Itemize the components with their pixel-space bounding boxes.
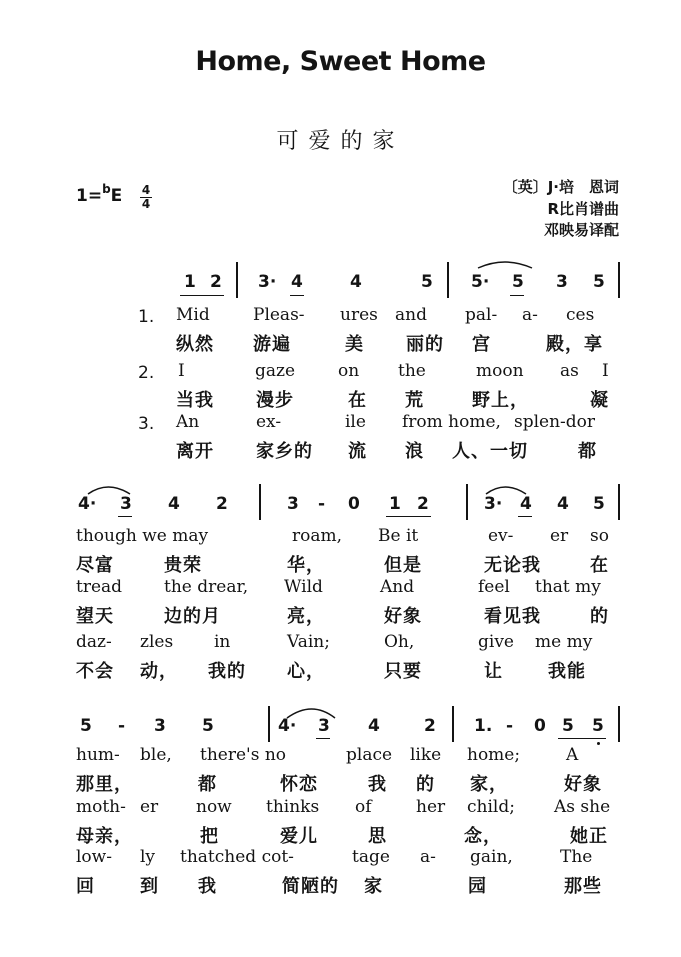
note: 4 (350, 272, 362, 292)
time-top: 4 (141, 183, 151, 197)
note: - (318, 494, 326, 514)
lyric-en: like (410, 745, 442, 765)
underline-beam (558, 738, 606, 739)
note: 4 (557, 494, 569, 514)
lyric-en: now (196, 797, 232, 817)
note: 5 (421, 272, 433, 292)
note: 5 (592, 716, 604, 736)
note: 1 (184, 272, 196, 292)
lyric-en: I (602, 361, 609, 381)
lyric-zh: 心， (287, 661, 325, 682)
lyric-zh: 浪 (405, 441, 424, 462)
underline-beam (386, 516, 431, 517)
lyric-zh: 丽的 (406, 334, 444, 355)
lyric-zh: 到 (140, 876, 159, 897)
lyric-en: ces (566, 305, 595, 325)
lyric-en: I (178, 361, 185, 381)
lyric-zh: 都 (198, 774, 217, 795)
lyric-en: Be it (378, 526, 419, 546)
lyric-en: me my (535, 632, 593, 652)
lyric-en: place (346, 745, 393, 765)
note: 4· (78, 494, 97, 514)
lyric-en: A (566, 745, 579, 765)
lyric-zh: 不会 (76, 661, 114, 682)
lyric-en: splen-dor (514, 412, 596, 432)
barline (618, 484, 620, 520)
slur-line2-a (88, 487, 130, 494)
lyric-en: zles (140, 632, 174, 652)
lyric-en: moth- (76, 797, 126, 817)
lyric-zh: 看见我 (484, 606, 541, 627)
lyric-zh: 简陋的 (282, 876, 339, 897)
slur-line2-b (486, 487, 526, 494)
lyric-zh: 母亲， (76, 826, 133, 847)
lyric-en: hum- (76, 745, 120, 765)
verse-number: 3. (138, 414, 155, 434)
verse-number: 2. (138, 363, 155, 383)
lyric-en: from home, (402, 412, 501, 432)
underline-beam (290, 295, 304, 296)
lyric-zh: 野上， (472, 390, 529, 411)
note: - (118, 716, 126, 736)
lyric-en: a- (522, 305, 538, 325)
lyric-en: give (478, 632, 514, 652)
underline-beam (510, 295, 524, 296)
lyric-zh: 美 (345, 334, 364, 355)
lyric-zh: 的 (416, 774, 435, 795)
note: 2 (210, 272, 222, 292)
note: 5· (471, 272, 490, 292)
time-bottom: 4 (141, 197, 151, 211)
lyric-en: though we may (76, 526, 209, 546)
lyric-en: low- (76, 847, 112, 867)
note: 3 (556, 272, 568, 292)
lyric-en: thinks (266, 797, 320, 817)
lyric-zh: 的 (590, 606, 609, 627)
lyric-zh: 边的月 (164, 606, 221, 627)
barline (466, 484, 468, 520)
lyric-zh: 在 (590, 555, 609, 576)
lyric-en: thatched cot- (180, 847, 294, 867)
lyric-zh: 华， (287, 555, 325, 576)
lyric-en: that my (535, 577, 601, 597)
lyric-en: As she (554, 797, 611, 817)
note: 1 (389, 494, 401, 514)
lyric-en: the drear, (164, 577, 249, 597)
song-title: Home, Sweet Home (195, 46, 486, 77)
underline-beam (518, 516, 532, 517)
lyric-en: gain, (470, 847, 513, 867)
note: 4 (520, 494, 532, 514)
lyric-en: on (338, 361, 360, 381)
lyric-en: pal- (465, 305, 498, 325)
lyric-en: Oh, (384, 632, 415, 652)
lyric-zh: 贵荣 (164, 555, 202, 576)
lyric-zh: 那些 (564, 876, 602, 897)
lyric-en: er (140, 797, 159, 817)
lyric-en: home; (467, 745, 521, 765)
note: 3 (120, 494, 132, 514)
lyric-en: Vain; (287, 632, 330, 652)
lyric-en: moon (476, 361, 524, 381)
lyric-en: child; (467, 797, 515, 817)
lyric-zh: 漫步 (256, 390, 294, 411)
credit-lyricist: 〔英〕J·培 恩词 (502, 178, 619, 196)
lyric-en: ex- (256, 412, 282, 432)
key-prefix: 1= (76, 186, 103, 206)
lyric-zh: 无论我 (484, 555, 541, 576)
lyric-en: and (395, 305, 427, 325)
note: 4· (278, 716, 297, 736)
lyric-en: ev- (488, 526, 514, 546)
lyric-zh: 念， (464, 826, 502, 847)
lyric-en: ly (140, 847, 156, 867)
lyric-zh: 但是 (384, 555, 422, 576)
note: 4 (368, 716, 380, 736)
note: 3 (287, 494, 299, 514)
lyric-zh: 家 (364, 876, 383, 897)
lyric-zh: 流 (348, 441, 367, 462)
lyric-zh: 那里， (76, 774, 133, 795)
lyric-zh: 当我 (176, 390, 214, 411)
note: 2 (417, 494, 429, 514)
flat-sign: b (102, 182, 111, 196)
lyric-zh: 回 (76, 876, 95, 897)
lyric-en: roam, (292, 526, 343, 546)
lyric-zh: 只要 (384, 661, 422, 682)
underline-beam (316, 738, 330, 739)
note: 2 (216, 494, 228, 514)
lyric-en: An (176, 412, 200, 432)
lyric-zh: 纵然 (176, 334, 214, 355)
lyric-en: ures (340, 305, 378, 325)
lyric-zh: 亮， (287, 606, 325, 627)
lyric-zh: 动， (140, 661, 178, 682)
lyric-en: The (560, 847, 593, 867)
lyric-zh: 怀恋 (280, 774, 318, 795)
note: 3· (258, 272, 277, 292)
lyric-en: in (214, 632, 231, 652)
lyric-zh: 家乡的 (256, 441, 313, 462)
credit-composer: R比肖谱曲 (547, 200, 619, 218)
lyric-zh: 人、一切 (452, 441, 528, 462)
credit-translator: 邓映易译配 (543, 221, 619, 239)
lyric-en: Mid (176, 305, 210, 325)
lyric-zh: 离开 (176, 441, 214, 462)
lyric-en: tage (352, 847, 390, 867)
lyric-en: gaze (255, 361, 296, 381)
lyric-en: er (550, 526, 569, 546)
note: 5 (593, 494, 605, 514)
lyric-en: the (398, 361, 426, 381)
song-subtitle: 可爱的家 (276, 129, 405, 154)
lyric-en: as (560, 361, 579, 381)
barline (236, 262, 238, 298)
barline (618, 262, 620, 298)
barline (268, 706, 270, 742)
note: 2 (424, 716, 436, 736)
key-note: E (110, 186, 123, 206)
lyric-zh: 游遍 (253, 334, 291, 355)
lyric-zh: 我 (368, 774, 387, 795)
lyric-en: Pleas- (253, 305, 305, 325)
note: 5 (593, 272, 605, 292)
lyric-zh: 她正 (570, 826, 608, 847)
lyric-zh: 我能 (548, 661, 586, 682)
lyric-zh: 殿，享 (546, 334, 603, 355)
lyric-en: ile (345, 412, 366, 432)
lyric-en: tread (76, 577, 123, 597)
lyric-zh: 把 (200, 826, 219, 847)
lyric-zh: 让 (484, 661, 503, 682)
note: 3· (484, 494, 503, 514)
lyric-zh: 我 (198, 876, 217, 897)
lyric-en: And (380, 577, 415, 597)
lyric-zh: 凝 (590, 390, 609, 411)
lyric-en: there's no (200, 745, 287, 765)
lyric-zh: 好象 (384, 606, 422, 627)
barline (447, 262, 449, 298)
barline (618, 706, 620, 742)
lyric-zh: 荒 (405, 390, 424, 411)
lyric-en: her (416, 797, 446, 817)
lyric-zh: 思 (368, 826, 387, 847)
lyric-en: ble, (140, 745, 172, 765)
lyric-en: daz- (76, 632, 112, 652)
lyric-zh: 我的 (208, 661, 246, 682)
lyric-zh: 宫 (472, 334, 491, 355)
lyric-zh: 好象 (564, 774, 602, 795)
note: 1. (474, 716, 493, 736)
lyric-zh: 尽富 (76, 555, 114, 576)
octave-dot (597, 742, 600, 745)
lyric-zh: 爱儿 (280, 826, 318, 847)
lyric-en: feel (478, 577, 510, 597)
barline (259, 484, 261, 520)
lyric-en: of (355, 797, 372, 817)
lyric-zh: 园 (468, 876, 487, 897)
note: 3 (154, 716, 166, 736)
note: 3 (318, 716, 330, 736)
underline-beam (118, 516, 132, 517)
note: 5 (512, 272, 524, 292)
lyric-zh: 在 (348, 390, 367, 411)
verse-number: 1. (138, 307, 155, 327)
lyric-en: Wild (284, 577, 323, 597)
note: 5 (202, 716, 214, 736)
barline (452, 706, 454, 742)
lyric-zh: 都 (578, 441, 597, 462)
lyric-en: a- (420, 847, 436, 867)
lyric-zh: 家， (470, 774, 508, 795)
underline-beam (180, 295, 224, 296)
lyric-en: so (590, 526, 609, 546)
lyric-zh: 望天 (76, 606, 114, 627)
note: 5 (80, 716, 92, 736)
note: - (506, 716, 514, 736)
note: 4 (291, 272, 303, 292)
note: 0 (534, 716, 546, 736)
note: 5 (562, 716, 574, 736)
note: 0 (348, 494, 360, 514)
note: 4 (168, 494, 180, 514)
slur-line1 (478, 262, 532, 268)
